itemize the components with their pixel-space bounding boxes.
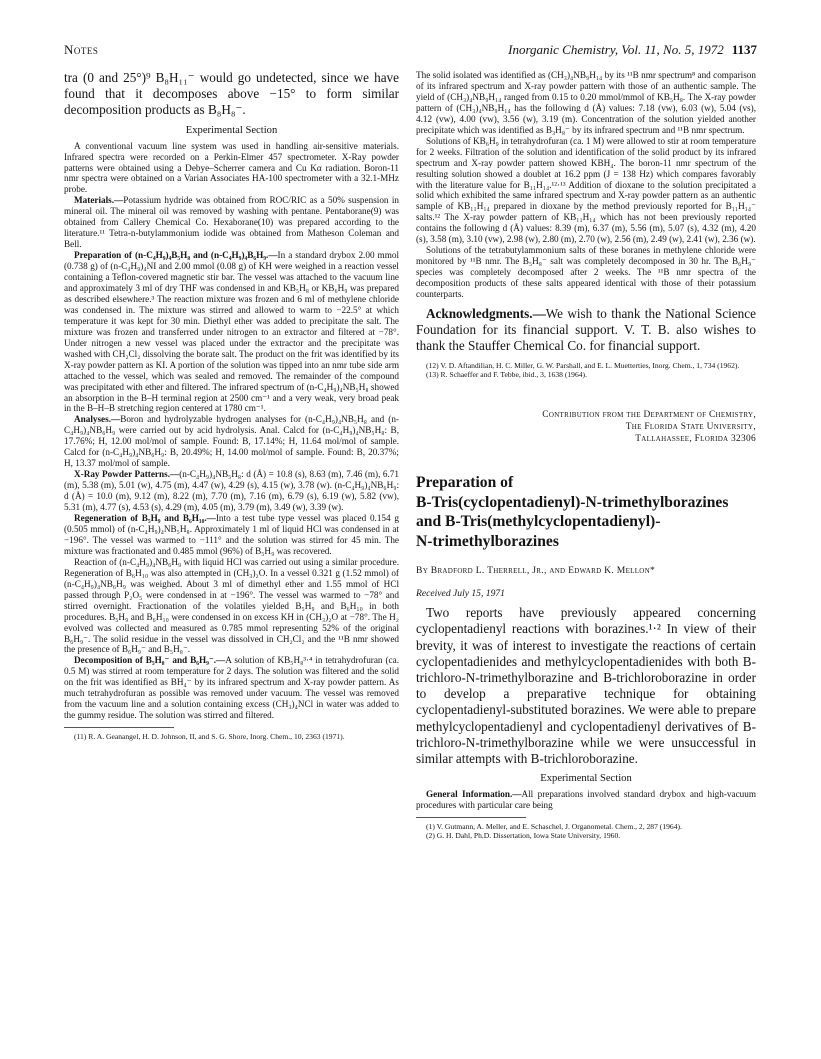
article-introduction: Two reports have previously appeared concerning cyclopentadienyl reactions with borazines.¹·² In view of their brevity, it was of interest to investigate the reactions of certain cyclopentadienides and methylcyclopentadienides with both B-trichloro-N-trimethylborazine and B-trichloroborazine in order to develop a preparative technique for obtaining cyclopentadienyl-substituted borazines. We were able to prepare methylcyclopentadienyl and cyclopentadienyl derivatives of B-trichloro-N-trimethylborazine while we were unsuccessful in similar attempts with B-trichloroborazine. (416, 605, 756, 767)
footnote-1: (1) V. Gutmann, A. Meller, and E. Schaschel, J. Organometal. Chem., 2, 287 (1964). (426, 822, 682, 832)
paragraph-instrumentation: A conventional vacuum line system was used in handling air-sensitive materials. Infrared spectra were recorded on a Perkin-Elmer 457 spectrometer. X-Ray powder patterns were obtained using a Debye–Scherrer camera and Cu Kα radiation. Boron-11 nmr spectra were obtained on a Varian Associates HA-100 spectrometer with a 32.1-MHz probe. (64, 140, 399, 195)
runin-heading: Preparation of (n-C₄H₉)₄B₅H₈ and (n-C₄H₉)₄B₆H₉.— (74, 250, 278, 261)
acknowledgments (416, 306, 756, 355)
article-title (416, 473, 756, 551)
paragraph-text: We wish to thank the National Science Foundation for its financial support. V. T. B. also wishes to thank the Stauffer Chemical Co. for financial support. (416, 306, 756, 354)
runin-heading: X-Ray Powder Patterns.— (74, 469, 180, 480)
paragraph-nonahydroborate: The solid isolated was identified as (CH₃)₄NB₉H₁₄ by its ¹¹B nmr spectrum⁸ and comparison of its infrared spectrum and X-ray powder pattern with those of an authentic sample. The yield of (CH₃)₄NB₉H₁₄ ranged from 0.15 to 0.20 mmol/mmol of KB₅H₈. The X-ray powder pattern of (CH₃)₄NB₉H₁₄ has the following d (Å) values: 7.18 (vw), 6.03 (w), 5.04 (vs), 4.12 (vw), 4.00 (vw), 3.56 (w), 3.19 (m). Concentration of the solution yielded another precipitate which was identified as B₃H₈⁻ by its infrared spectrum and ¹¹B nmr spectrum. (416, 70, 756, 135)
footnote-rule (64, 727, 174, 728)
page-number: 1137 (731, 42, 757, 57)
paragraph-monitoring: Solutions of the tetrabutylammonium salts of these boranes in methylene chloride were monitored by ¹¹B nmr. The B₅H₈⁻ salt was completely decomposed in 30 hr. The B₆H₉⁻ species was completely decomposed after 2 weeks. The ¹¹B nmr spectra of the decomposition products of these salts appeared identical with those of their potassium counterparts. (416, 245, 756, 300)
left-column (64, 70, 399, 1045)
footnote-13: (13) R. Schaeffer and F. Tebbe, ibid., 3, 1638 (1964). (426, 369, 587, 379)
footnote-11: (11) R. A. Geanangel, H. D. Johnson, II, and S. G. Shore, Inorg. Chem., 10, 2363 (1971). (74, 732, 345, 742)
footnote-2: (2) G. H. Dahl, Ph.D. Dissertation, Iowa State University, 1960. (426, 831, 621, 841)
footnote-12: (12) V. D. Aftandilian, H. C. Miller, G. W. Parshall, and E. L. Muetterties, Inorg. Chem., 1, 734 (1962). (426, 360, 740, 370)
paragraph-text: Potassium hydride was obtained from ROC/RIC as a 50% suspension in mineral oil. The mineral oil was removed by washing with pentane. Pentaborane(9) was obtained from Callery Chemical Co. Hexaborane(10) was prepared according to the literature.¹¹ Tetra-n-butylammonium iodide was obtained from Matheson Coleman and Bell. (64, 195, 399, 250)
footnote-rule (416, 817, 526, 818)
paragraph-text: In a standard drybox 2.00 mmol (0.738 g) of (n-C₄H₉)₄NI and 2.00 mmol (0.08 g) of KH were weighed in a reaction vessel containing a Teflon-covered magnetic stir bar. The vessel was attached to the vacuum line and approximately 3 ml of dry THF was condensed in and KB₅H₈ or KB₆H₉ was prepared as described elsewhere.³ The reaction mixture was frozen and 6 ml of methylene chloride was condensed in. The mixture was stirred and allowed to warm to −22.5° at which temperature it was kept for 30 min. Diethyl ether was added to precipitate the salt. The mixture was frozen and transferred under nitrogen to an extractor and filtered at −78°. Under nitrogen a new vessel was placed under the extractor and the precipitate was washed with CH₂Cl₂ dissolving the borate salt. The product on the frit was identified by its X-ray powder pattern as KI. A portion of the solution was tipped into an nmr tube side arm attached to the vessel, which was sealed and removed. The remainder of the compound was precipitated with ether and filtered. The infrared spectrum of (n-C₄H₉)₄NB₅H₈ showed an absorption in the B–H terminal region at 2500 cm⁻¹ and a very weak, very broad peak in the B–H–B stretching region centered at 1780 cm⁻¹. (64, 250, 399, 414)
paragraph-text: Boron and hydrolyzable hydrogen analyses for (n-C₄H₉)₄NB₅H₈ and (n-C₄H₉)₄NB₆H₉ were carried out by acid hydrolysis. Anal. Calcd for (n-C₄H₉)₄NB₅H₈: B, 17.76%; H, 12.00 mol/mol of sample. Found: B, 17.14%; H, 11.64 mol/mol of sample. Calcd for (n-C₄H₉)₄NB₆H₉: B, 20.49%; H, 14.00 mol/mol of sample. Found: B, 20.37%; H, 13.37 mol/mol of sample. (64, 414, 399, 469)
paragraph-regeneration (64, 513, 399, 557)
running-head (64, 42, 757, 64)
journal-citation (508, 42, 757, 58)
paragraph-text: Into a test tube type vessel was placed 0.154 g (0.505 mmol) of (n-C₄H₉)₄NB₅H₈. Approximately 1 ml of liquid HCl was condensed in at −196°. The vessel was warmed to −111° and the solution was stirred for 45 min. The mixture was fractionated and 0.485 mmol (96%) of B₅H₉ was recovered. (64, 513, 399, 556)
author-byline: By Bradford L. Therrell, Jr., and Edward K. Mellon* (416, 565, 656, 577)
title-line: N-trimethylborazines (416, 532, 559, 550)
runin-heading: General Information.— (426, 789, 522, 800)
received-date: Received July 15, 1971 (416, 588, 505, 600)
journal-name: Inorganic Chemistry, Vol. 11, No. 5, 1972 (508, 42, 724, 57)
runin-heading: Analyses.— (74, 414, 121, 425)
runin-heading: Acknowledgments.— (426, 306, 546, 322)
contribution-line: Tallahassee, Florida 32306 (635, 434, 756, 445)
contribution-block (416, 409, 756, 445)
paragraph-preparation (64, 250, 399, 414)
paragraph-hexaborate: Solutions of KB₆H₉ in tetrahydrofuran (ca. 1 M) were allowed to stir at room temperature for 2 weeks. Filtration of the solution and identification of the solid product by its infrared spectrum and X-ray powder pattern showed KBH₄. The boron-11 nmr spectrum of the resulting solution showed a doublet at 16.2 ppm (J = 138 Hz) which compares favorably with the literature value for B₁₁H₁₄.¹²·¹³ Addition of dioxane to the solution precipitated a solid which exhibited the same infrared spectrum and X-ray powder pattern as an authentic sample of KB₁₁H₁₄ prepared in dioxane by the method previously reported for B₁₁H₁₄⁻ salts.¹² The X-ray powder pattern of KB₁₁H₁₄ which has not been previously reported contains the following d (Å) values: 8.39 (m), 6.37 (m), 5.56 (m), 5.07 (s), 4.32 (m), 4.20 (s), 3.58 (m), 3.10 (vw), 2.98 (w), 2.80 (m), 2.70 (w), 2.56 (m), 2.49 (w), 2.41 (w), 2.36 (w). (416, 135, 756, 245)
title-line: B-Tris(cyclopentadienyl)-N-trimethylborazines (416, 493, 729, 511)
contribution-line: Contribution from the Department of Chemistry, (542, 410, 756, 421)
runin-heading: Materials.— (74, 195, 124, 206)
continuation-paragraph: tra (0 and 25°)⁹ B₈H₁₁⁻ would go undetected, since we have found that it decomposes above −15° to form similar decomposition products as B₈H₈⁻. (64, 70, 399, 118)
contribution-line: The Florida State University, (625, 422, 756, 433)
title-line: Preparation of (416, 474, 514, 492)
paragraph-analyses (64, 414, 399, 469)
paragraph-decomposition (64, 655, 399, 721)
section-heading: Experimental Section (185, 124, 278, 136)
section-label: Notes (64, 42, 99, 57)
runin-heading: Regeneration of B₅H₉ and B₆H₁₀.— (74, 513, 216, 524)
paragraph-text: A solution of KB₅H₈³·⁴ in tetrahydrofuran (ca. 0.5 M) was stirred at room temperature for 2 days. The solution was filtered and the solid on the frit was identified as BH₄⁻ by its infrared spectrum and X-ray powder pattern. As much tetrahydrofuran as possible was removed under vacuum. The vessel was removed from the vacuum line and a solution containing excess (CH₃)₄NCl in water was added to the gummy residue. The solution was stirred and filtered. (64, 655, 399, 721)
paragraph-text: (n-C₄H₉)₄NB₅H₈: d (Å) = 10.8 (s), 8.63 (m), 7.46 (m), 6.71 (m), 5.38 (m), 5.01 (w), 4.75 (m), 4.47 (w), 4.29 (s), 4.15 (w), 3.78 (w). (n-C₄H₉)₄NB₆H₉: d (Å) = 10.0 (m), 9.12 (m), 8.22 (m), 7.70 (m), 7.16 (m), 6.79 (s), 6.19 (w), 5.82 (vw), 5.31 (m), 4.77 (s), 4.53 (s), 4.29 (m), 4.05 (m), 3.79 (m), 3.49 (w), 3.39 (w). (64, 469, 399, 513)
right-column (416, 70, 756, 1045)
paragraph-materials (64, 195, 399, 250)
paragraph-text: All preparations involved standard drybox and high-vacuum procedures with particular care being (416, 789, 756, 811)
title-line: and B-Tris(methylcyclopentadienyl)- (416, 513, 661, 531)
runin-heading: Decomposition of B₅H₈⁻ and B₆H₉⁻.— (74, 655, 226, 666)
section-heading: Experimental Section (540, 773, 632, 785)
paragraph-general-information (416, 789, 756, 811)
paragraph-regeneration-2: Reaction of (n-C₄H₉)₄NB₆H₉ with liquid HCl was carried out using a similar procedure. Regeneration of B₆H₁₀ was also attempted in (CH₃)₂O. In a vessel 0.321 g (1.52 mmol) of (n-C₄H₉)₄NB₆H₉ was weighed. About 3 ml of dimethyl ether and 1.55 mmol of HCl passed through P₂O₅ were condensed in at −196°. The vessel was warmed to −78° and stirred overnight. Fractionation of the volatiles yielded B₅H₉ and B₆H₁₀ in both procedures. B₅H₉ and B₆H₁₀ were condensed in on excess KH in (CH₃)₂O at −78°. The H₂ evolved was collected and measured as 0.785 mmol representing 52% of the original B₆H₉⁻. The solid residue in the vessel was dissolved in CH₂Cl₂ and the ¹¹B nmr showed the presence of B₆H₉⁻ and B₅H₈⁻. (64, 556, 399, 655)
paragraph-xray (64, 469, 399, 513)
